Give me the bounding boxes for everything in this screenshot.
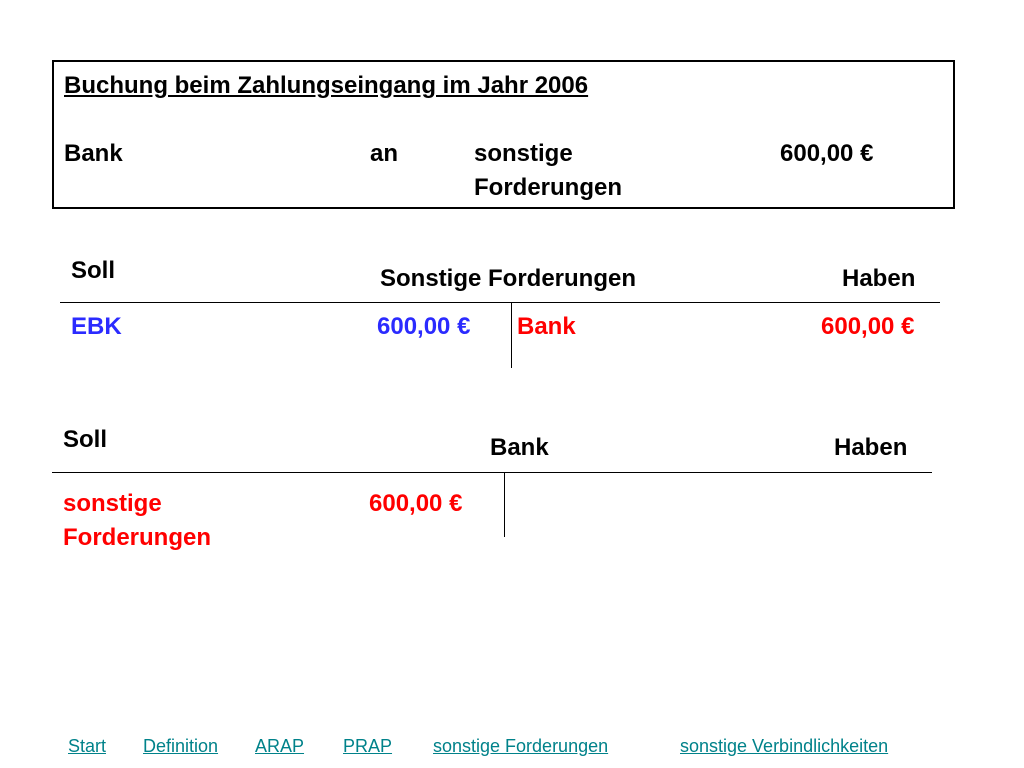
nav-link-sonstige-verbindlichkeiten[interactable]: sonstige Verbindlichkeiten bbox=[680, 736, 889, 756]
account2-vertical-rule bbox=[504, 472, 505, 537]
account2-title: Bank bbox=[490, 434, 549, 461]
account1-debit-amount: 600,00 € bbox=[377, 313, 471, 340]
booking-connector: an bbox=[370, 140, 399, 167]
nav-link-arap[interactable]: ARAP bbox=[255, 736, 305, 756]
booking-amount: 600,00 € bbox=[780, 140, 874, 167]
booking-title: Buchung beim Zahlungseingang im Jahr 2006 bbox=[64, 72, 589, 99]
account2-debit-label-line2: Forderungen bbox=[63, 524, 211, 551]
account1-credit-amount: 600,00 € bbox=[821, 313, 915, 340]
nav-link-sonstige-forderungen[interactable]: sonstige Forderungen bbox=[433, 736, 609, 756]
account1-horizontal-rule bbox=[60, 302, 940, 303]
account2-debit-label-line1: sonstige bbox=[63, 490, 162, 517]
account2-horizontal-rule bbox=[52, 472, 932, 473]
booking-credit-account-line1: sonstige bbox=[474, 140, 573, 167]
account1-debit-label: EBK bbox=[71, 313, 122, 340]
nav-link-start[interactable]: Start bbox=[68, 736, 107, 756]
nav-link-definition[interactable]: Definition bbox=[143, 736, 219, 756]
account2-haben-label: Haben bbox=[834, 434, 908, 461]
account2-soll-label: Soll bbox=[63, 426, 108, 453]
account2-debit-amount: 600,00 € bbox=[369, 490, 463, 517]
account1-credit-label: Bank bbox=[517, 313, 576, 340]
nav-link-prap[interactable]: PRAP bbox=[343, 736, 393, 756]
account1-soll-label: Soll bbox=[71, 257, 116, 284]
account1-title: Sonstige Forderungen bbox=[380, 265, 637, 292]
account1-haben-label: Haben bbox=[842, 265, 916, 292]
booking-credit-account-line2: Forderungen bbox=[474, 174, 622, 201]
booking-debit-account: Bank bbox=[64, 140, 123, 167]
account1-vertical-rule bbox=[511, 302, 512, 368]
